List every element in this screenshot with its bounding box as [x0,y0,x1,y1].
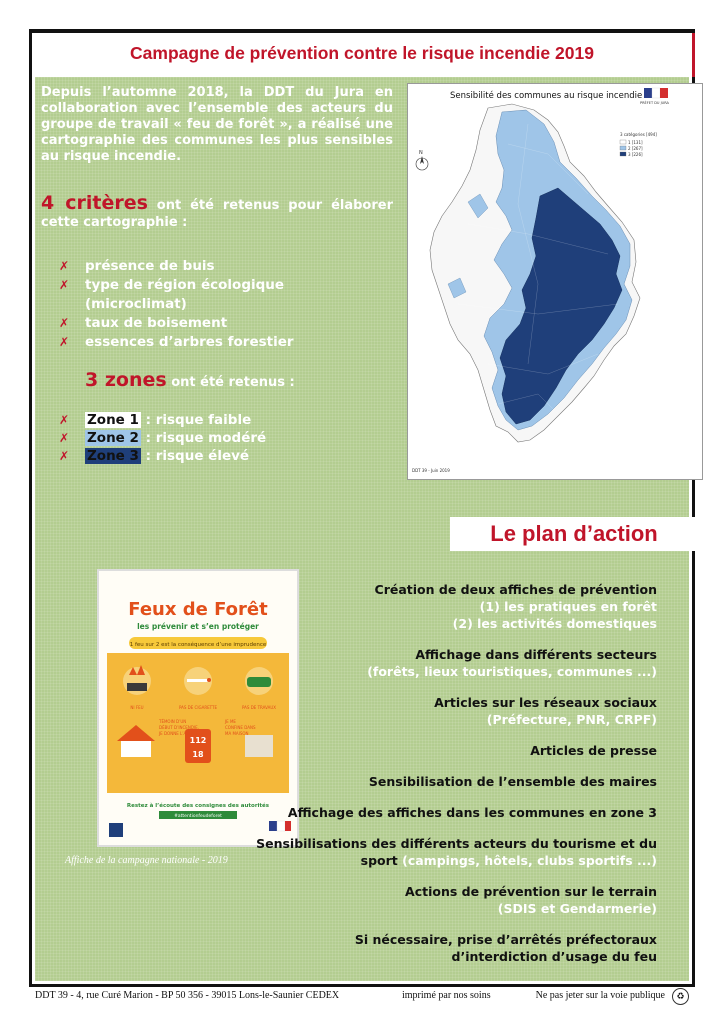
criteria-item: ✗ présence de buis [59,258,215,274]
poster-number-112: 112 [189,736,207,745]
svg-text:PAS DE TRAVAUX: PAS DE TRAVAUX [241,705,277,710]
zones-list [59,411,266,465]
poster-hashtag: #attentionfeudeforet [174,814,222,819]
zones-text: ont été retenus : [166,375,295,390]
poster-caption: Affiche de la campagne nationale - 2019 [65,855,228,866]
svg-text:2 [267]: 2 [267] [628,146,643,151]
action-item: Articles de presse [530,743,657,758]
title-accent-bar [692,33,695,77]
footer-address: DDT 39 - 4, rue Curé Marion - BP 50 356 - 39015 Lons-le-Saunier CEDEX [35,990,340,1001]
svg-text:DÉBUT D’INCENDIE,: DÉBUT D’INCENDIE, [159,725,199,730]
svg-text:N: N [419,150,423,156]
zone-2-label: Zone 2 [87,430,139,446]
criteria-item: ✗ taux de boisement [59,315,228,331]
svg-text:JE ME: JE ME [225,719,236,724]
criteria-count: 4 critères [41,192,148,214]
criteria-item: ✗ essences d’arbres forestier [59,334,294,350]
page-frame [29,29,695,987]
criteria-heading [41,192,394,231]
map-credit: DDT 39 - Juin 2019 [412,468,450,473]
action-item: Création de deux affiches de prévention (1) les pratiques en forêt (2) les activités domestiques [374,582,657,631]
zone-1-label: Zone 1 [87,412,139,428]
cross-icon: ✗ [59,259,70,273]
svg-text:3 [226]: 3 [226] [628,152,643,157]
action-item: Actions de prévention sur le terrain (SDIS et Gendarmerie) [405,884,657,916]
svg-text:CONFINE DANS: CONFINE DANS [225,725,256,730]
jura-map-graphic [408,84,702,479]
svg-text:TÉMOIN D’UN: TÉMOIN D’UN [159,719,187,724]
svg-text:1 [131]: 1 [131] [628,140,643,145]
criteria-text: ont été retenus pour élaborer cette cartographie : [41,198,394,230]
poster-title: Feux de Forêt [128,599,268,620]
zone-item: ✗ Zone 2 : risque modéré [59,430,267,446]
action-item: Sensibilisation de l’ensemble des maires [368,774,657,789]
action-item: Si nécessaire, prise d’arrêtés préfectoraux d’interdiction d’usage du feu [354,932,657,964]
plan-title: Le plan d’action [450,517,698,551]
intro-paragraph: Depuis l’automne 2018, la DDT du Jura en collaboration avec l’ensemble des acteurs du groupe de travail « feu de forêt », a réalisé une cartographie des communes les plus sensibles au risque incendie. [41,85,393,164]
svg-text:JE DONNE L’ALERTE: JE DONNE L’ALERTE [159,731,199,736]
poster-subtitle: les prévenir et s’en protéger [137,622,259,631]
svg-text:NI FEU: NI FEU [130,705,144,710]
legend-title: 3 catégories [494] [620,132,657,137]
cross-icon: ✗ [59,413,70,427]
north-arrow-icon [416,150,428,170]
svg-text:PAS DE CIGARETTE: PAS DE CIGARETTE [178,705,218,710]
footer-nothrow: Ne pas jeter sur la voie publique [535,990,665,1001]
cross-icon: ✗ [59,335,70,349]
poster-banner: 1 feu sur 2 est la conséquence d’une imprudence [129,642,267,648]
zone-item: ✗ Zone 1 : risque faible [59,412,252,428]
cross-icon: ✗ [59,449,70,463]
action-item: Affichage des affiches dans les communes en zone 3 [287,805,657,820]
zones-heading [85,369,295,391]
action-list [233,581,657,979]
svg-text:MA MAISON: MA MAISON [225,731,249,736]
cross-icon: ✗ [59,316,70,330]
risk-map [407,83,703,480]
zones-count: 3 zones [85,369,167,391]
no-littering-icon: ♻ [672,988,689,1005]
action-item: Articles sur les réseaux sociaux (Préfecture, PNR, CRPF) [434,695,657,727]
action-item: Affichage dans différents secteurs (forêts, lieux touristiques, communes ...) [367,647,657,679]
zone-3-label: Zone 3 [87,448,139,464]
svg-text:PRÉFET DU JURA: PRÉFET DU JURA [640,101,669,105]
cross-icon: ✗ [59,431,70,445]
poster-footer: Restez à l’écoute des consignes des autorités [126,803,270,809]
criteria-item: ✗ type de région écologique (microclimat) [59,277,285,312]
footer-printed: imprimé par nos soins [402,990,491,1001]
criteria-list [59,257,379,352]
content-panel [35,77,689,981]
poster-number-18: 18 [192,750,204,759]
action-item: Sensibilisations des différents acteurs du tourisme et du sport (campings, hôtels, clubs sportifs ...) [256,836,657,868]
page-title: Campagne de prévention contre le risque incendie 2019 [130,43,594,63]
map-title: Sensibilité des communes au risque incendie [450,91,643,101]
cross-icon: ✗ [59,278,70,292]
zone-item: ✗ Zone 3 : risque élevé [59,448,250,464]
